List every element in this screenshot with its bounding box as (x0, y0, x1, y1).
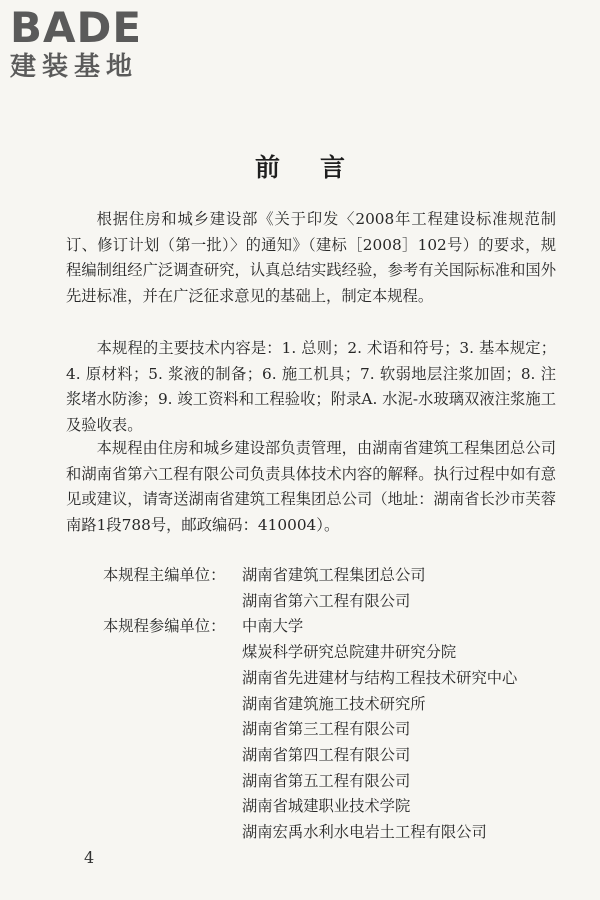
participant-unit: 中南大学 (242, 617, 304, 636)
paragraph-1: 根据住房和城乡建设部《关于印发〈2008年工程建设标准规范制订、修订计划（第一批）〉的通知》（建标［2008］102号）的要求，规程编制组经广泛调查研究，认真总结实践经验，参考有关国际标准和国外先进标准，并在广泛征求意见的基础上，制定本规程。 (66, 210, 556, 305)
participant-unit: 湖南省第四工程有限公司 (242, 745, 411, 764)
page-title: 前言 (254, 153, 385, 182)
participant-unit: 湖南省城建职业技术学院 (242, 797, 411, 816)
logo-wordmark: BADE (10, 3, 143, 52)
participant-unit: 湖南省先进建材与结构工程技术研究中心 (242, 668, 518, 687)
participant-unit: 湖南宏禹水利水电岩土工程有限公司 (242, 823, 487, 842)
page-number: 4 (84, 848, 95, 867)
participant-unit: 湖南省建筑施工技术研究所 (242, 694, 426, 713)
chief-unit: 湖南省建筑工程集团总公司 (242, 566, 426, 584)
editor-units (103, 563, 517, 846)
participant-unit: 湖南省第五工程有限公司 (242, 771, 411, 790)
logo (10, 3, 143, 82)
paragraph-1-block (66, 207, 556, 309)
participant-label: 本规程参编单位： (103, 617, 226, 636)
paragraph-2: 本规程的主要技术内容是：1. 总则；2. 术语和符号；3. 基本规定；4. 原材料；5. 浆液的制备；6. 施工机具；7. 软弱地层注浆加固；8. 注浆堵水防渗；9. 竣工资料和工程验收；附录A. 水泥-水玻璃双液注浆施工及验收表。 (66, 339, 556, 434)
paragraph-3-block (66, 436, 556, 538)
chief-unit: 湖南省第六工程有限公司 (242, 591, 411, 610)
chief-editor-label: 本规程主编单位： (103, 566, 226, 584)
logo-subtitle: 建装基地 (10, 52, 139, 82)
paragraph-3: 本规程由住房和城乡建设部负责管理，由湖南省建筑工程集团总公司和湖南省第六工程有限公司负责具体技术内容的解释。执行过程中如有意见或建议，请寄送湖南省建筑工程集团总公司（地址：湖南省长沙市芙蓉南路1段788号，邮政编码：410004）。 (66, 439, 556, 534)
participant-unit: 煤炭科学研究总院建井研究分院 (242, 643, 457, 662)
paragraph-2-block (66, 336, 556, 438)
participant-unit: 湖南省第三工程有限公司 (242, 720, 411, 739)
